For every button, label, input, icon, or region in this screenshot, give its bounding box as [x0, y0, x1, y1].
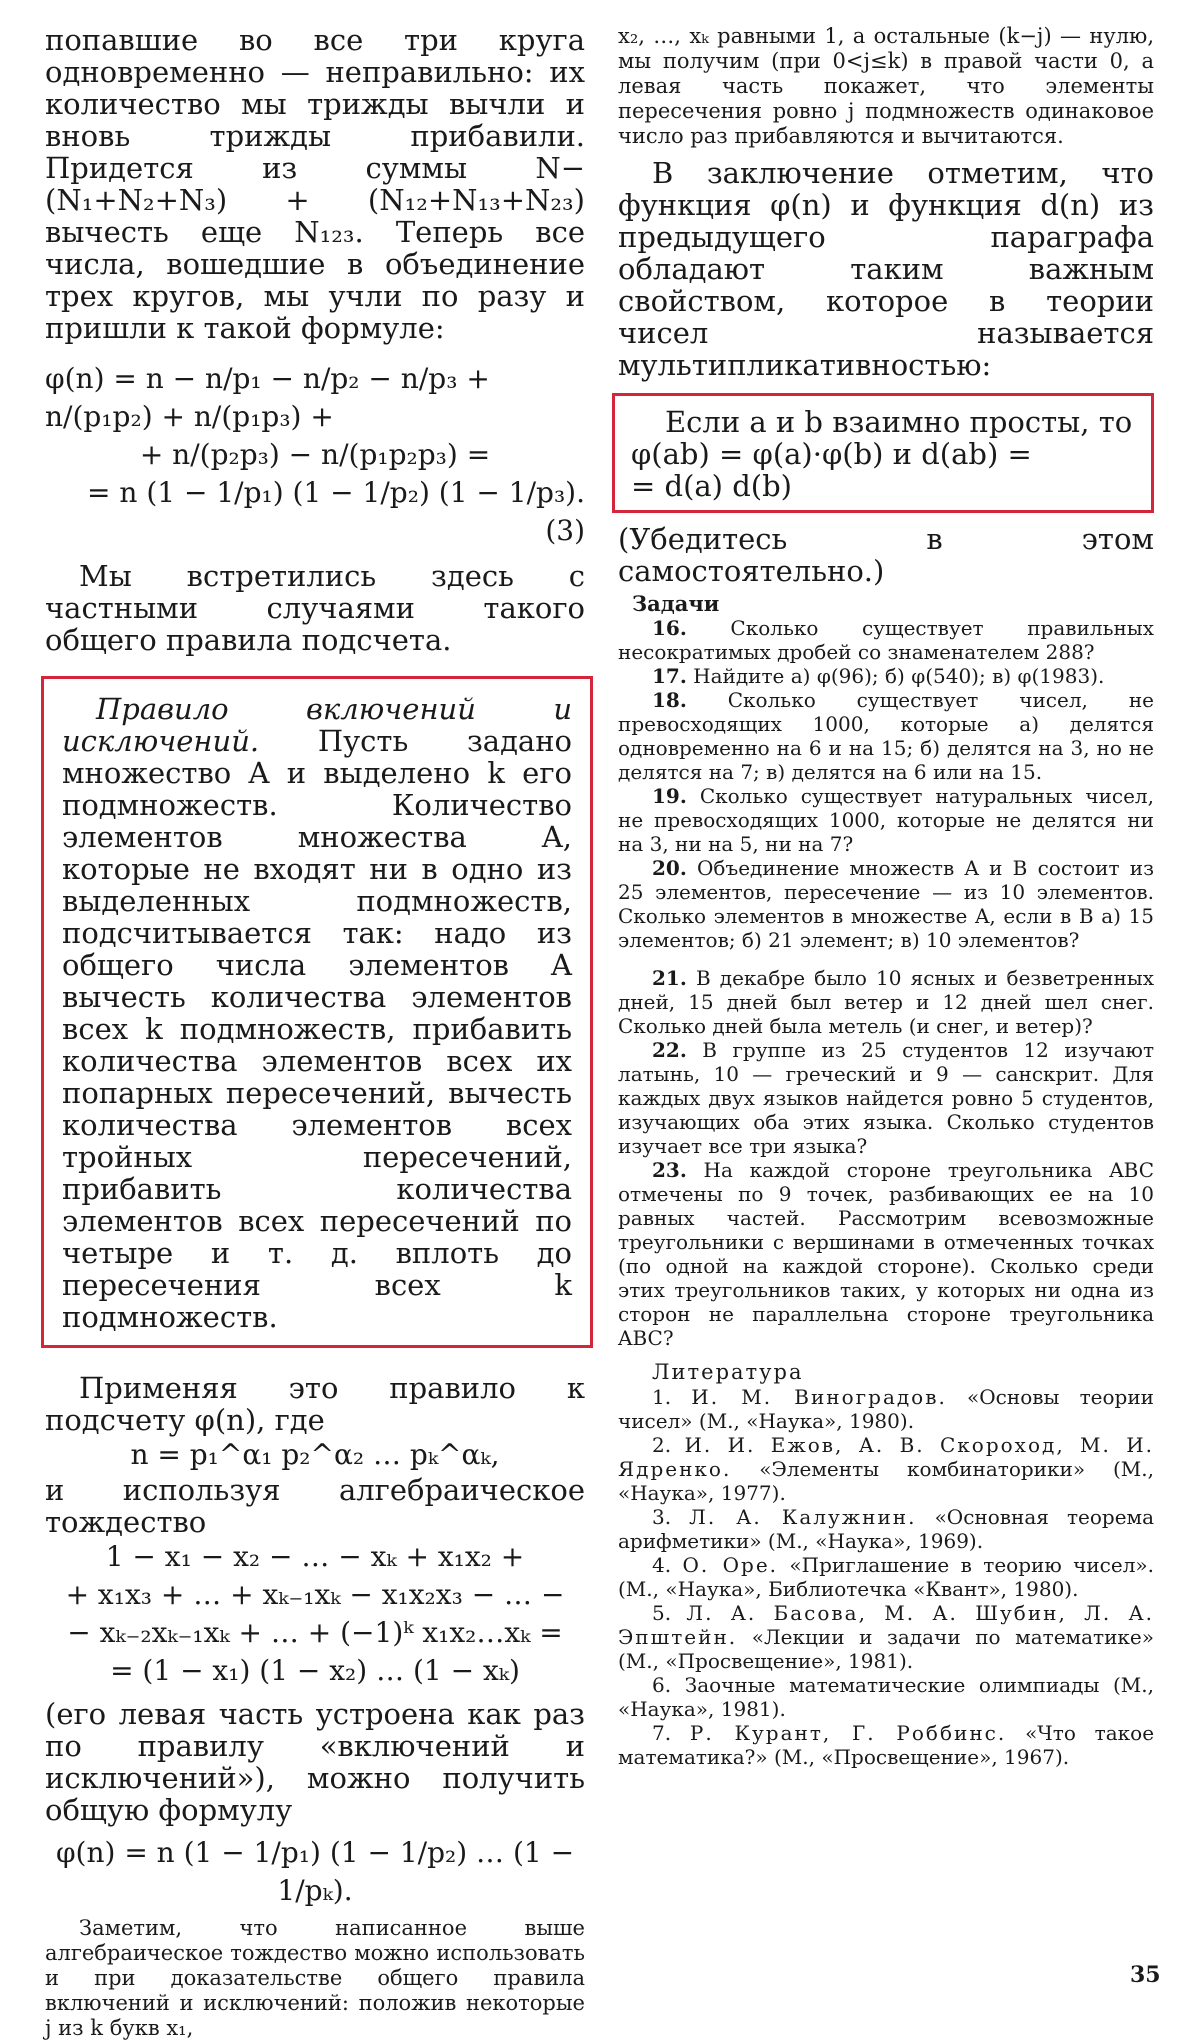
property-line-3: = d(a) d(b): [631, 469, 792, 503]
reference-item: [618, 1601, 1154, 1673]
reference-title: «Элементы комбинаторики» (М., «Наука», 1977).: [618, 1457, 1154, 1505]
tasks-heading: Задачи: [632, 591, 720, 616]
right-column: [618, 24, 1154, 1769]
paragraph-apply-rule: Применяя это правило к подсчету φ(n), где: [45, 1371, 585, 1437]
multiplicativity-box: [612, 393, 1154, 513]
reference-title: «Лекции и задачи по математике» (М., «Просвещение», 1981).: [618, 1625, 1155, 1673]
reference-item: [618, 1433, 1154, 1505]
task-item: [618, 616, 1154, 664]
formula-phi-product-3: = n (1 − 1/p₁) (1 − 1/p₂) (1 − 1/p₃). (3): [87, 476, 585, 547]
tasks-list: [618, 616, 1154, 1350]
task-item: [618, 784, 1154, 856]
reference-title: «Основная теорема арифметики» (М., «Наука», 1969).: [618, 1505, 1155, 1553]
task-number: 19.: [652, 784, 687, 808]
task-number: 16.: [652, 616, 687, 640]
formula-identity-4: = (1 − x₁) (1 − x₂) … (1 − xₖ): [110, 1654, 520, 1687]
reference-title: «Что такое математика?» (М., «Просвещение», 1967).: [618, 1721, 1155, 1769]
task-number: 23.: [652, 1158, 687, 1182]
formula-identity-1: 1 − x₁ − x₂ − … − xₖ + x₁x₂ +: [105, 1540, 525, 1573]
task-text: В декабре было 10 ясных и безветренных дней, 15 дней был ветер и 12 дней шел снег. Сколько дней была метель (и снег, и ветер)?: [618, 966, 1154, 1038]
formula-identity-3: − xₖ₋₂xₖ₋₁xₖ + … + (−1)ᵏ x₁x₂…xₖ =: [67, 1616, 563, 1649]
property-line-1: Если a и b взаимно просты, то: [665, 405, 1133, 439]
task-item: [618, 1038, 1154, 1158]
left-column: [45, 24, 585, 2041]
reference-author: Л. А. Калужнин.: [689, 1505, 917, 1529]
reference-author: О. Оре.: [682, 1553, 779, 1577]
reference-item: [618, 1721, 1154, 1769]
reference-number: 6.: [652, 1673, 672, 1697]
reference-item: [618, 1505, 1154, 1553]
task-number: 20.: [652, 856, 687, 880]
reference-author: Л. А. Басова, М. А. Шубин, Л. А. Эпштейн.: [618, 1601, 1155, 1649]
references-list: [618, 1385, 1154, 1769]
reference-title: «Основы теории чисел» (М., «Наука», 1980).: [618, 1385, 1155, 1433]
paragraph-verify: (Убедитесь в этом самостоятельно.): [618, 522, 1154, 588]
property-line-2: φ(ab) = φ(a)·φ(b) и d(ab) =: [631, 437, 1032, 471]
task-item: [618, 1158, 1154, 1350]
task-text: Найдите а) φ(96); б) φ(540); в) φ(1983).: [693, 664, 1105, 688]
reference-title: Заочные математические олимпиады (М., «Наука», 1981).: [618, 1673, 1154, 1721]
reference-number: 4.: [652, 1553, 672, 1577]
paragraph-multiplicativity: В заключение отметим, что функция φ(n) и функция d(n) из предыдущего параграфа обладают таким важным свойством, которое в теории чисел называется мультипликативностью:: [618, 156, 1154, 382]
paragraph-union-count: попавшие во все три круга одновременно — неправильно: их количество мы трижды вычли и вновь трижды прибавили. Придется из суммы N−(N₁+N₂+N₃) + (N₁₂+N₁₃+N₂₃) вычесть еще N₁₂₃. Теперь все числа, вошедшие в объединение трех кругов, мы учли по разу и пришли к такой формуле:: [45, 23, 585, 345]
task-text: В группе из 25 студентов 12 изучают латынь, 10 — греческий и 9 — санскрит. Для каждых двух языков найдется ровно 5 студентов, изучающих оба этих языка. Сколько студентов изучает все три языка?: [618, 1038, 1155, 1158]
reference-item: [618, 1553, 1154, 1601]
task-number: 22.: [652, 1038, 687, 1062]
reference-number: 5.: [652, 1601, 672, 1625]
task-text: Сколько существует натуральных чисел, не превосходящих 1000, которые не делятся ни на 3, ни на 5, ни на 7?: [618, 784, 1154, 856]
task-item: [618, 966, 1154, 1038]
task-item: [618, 688, 1154, 784]
paragraph-special-cases: Мы встретились здесь с частными случаями такого общего правила подсчета.: [45, 559, 585, 657]
formula-n-factorization: n = p₁^α₁ p₂^α₂ … pₖ^αₖ,: [130, 1438, 500, 1471]
paragraph-continuation: x₂, …, xₖ равными 1, а остальные (k−j) — нулю, мы получим (при 0<j≤k) в правой части 0, а левая часть покажет, что элементы пересечения ровно j подмножеств одинаковое число раз прибавляются и вычитаются.: [618, 24, 1154, 148]
formula-phi-general: φ(n) = n (1 − 1/p₁) (1 − 1/p₂) … (1 − 1/pₖ).: [55, 1836, 575, 1907]
rule-inclusion-exclusion-box: [41, 676, 593, 1348]
literature-heading: Литература: [652, 1360, 804, 1384]
formula-identity-2: + x₁x₃ + … + xₖ₋₁xₖ − x₁x₂x₃ − … −: [65, 1578, 565, 1611]
task-item: [618, 664, 1154, 688]
page-number: 35: [1130, 1962, 1161, 1988]
rule-body: Пусть задано множество A и выделено k его подмножеств. Количество элементов множества A, которые не входят ни в одно из выделенных подмножеств, подсчитывается так: надо из общего числа элементов A вычесть количества элементов всех k подмножеств, прибавить количества элементов всех их попарных пересечений, вычесть количества элементов всех тройных пересечений, прибавить количества элементов всех пересечений по четыре и т. д. вплоть до пересечения всех k подмножеств.: [62, 724, 573, 1334]
task-number: 17.: [652, 664, 687, 688]
reference-author: И. М. Виноградов.: [691, 1385, 947, 1409]
reference-number: 1.: [652, 1385, 672, 1409]
task-number: 21.: [652, 966, 687, 990]
paragraph-general-formula: (его левая часть устроена как раз по правилу «включений и исключений»), можно получить общую формулу: [45, 1697, 585, 1827]
reference-title: «Приглашение в теорию чисел». (М., «Наука», Библиотечка «Квант», 1980).: [618, 1553, 1155, 1601]
task-item: [618, 856, 1154, 952]
task-number: 18.: [652, 688, 687, 712]
reference-number: 7.: [652, 1721, 672, 1745]
task-text: На каждой стороне треугольника ABC отмечены по 9 точек, разбивающих ее на 10 равных частей. Рассмотрим всевозможные треугольники с вершинами в отмеченных точках (по одной на каждой стороне). Сколько среди этих треугольников таких, у которых ни одна из сторон не параллельна стороне треугольника ABC?: [618, 1158, 1155, 1350]
formula-phi-expanded-2: + n/(p₂p₃) − n/(p₁p₂p₃) =: [139, 438, 491, 471]
reference-number: 2.: [652, 1433, 672, 1457]
paragraph-note-identity: Заметим, что написанное выше алгебраическое тождество можно использовать и при доказательстве общего правила включений и исключений: положив некоторые j из k букв x₁,: [45, 1916, 585, 2040]
rule-text: [62, 693, 572, 1333]
reference-number: 3.: [652, 1505, 672, 1529]
task-text: Сколько существует правильных несократимых дробей со знаменателем 288?: [618, 616, 1154, 664]
reference-author: Р. Курант, Г. Роббинс.: [689, 1721, 1007, 1745]
reference-item: [618, 1385, 1154, 1433]
task-text: Объединение множеств A и B состоит из 25 элементов, пересечение — из 10 элементов. Сколько элементов в множестве A, если в B а) 15 элементов; б) 21 элемент; в) 10 элементов?: [618, 856, 1155, 952]
paragraph-identity-intro: и используя алгебраическое тождество: [45, 1473, 585, 1539]
reference-author: И. И. Ежов, А. В. Скороход, М. И. Ядренко.: [618, 1433, 1154, 1481]
task-text: Сколько существует чисел, не превосходящих 1000, которые а) делятся одновременно на 6 и на 15; б) делятся на 3, но не делятся на 7; в) делятся на 6 или на 15.: [618, 688, 1154, 784]
formula-phi-expanded-1: φ(n) = n − n/p₁ − n/p₂ − n/p₃ + n/(p₁p₂) + n/(p₁p₃) +: [45, 362, 490, 433]
reference-item: [618, 1673, 1154, 1721]
rule-title: Правило включений и исключений.: [62, 692, 572, 758]
